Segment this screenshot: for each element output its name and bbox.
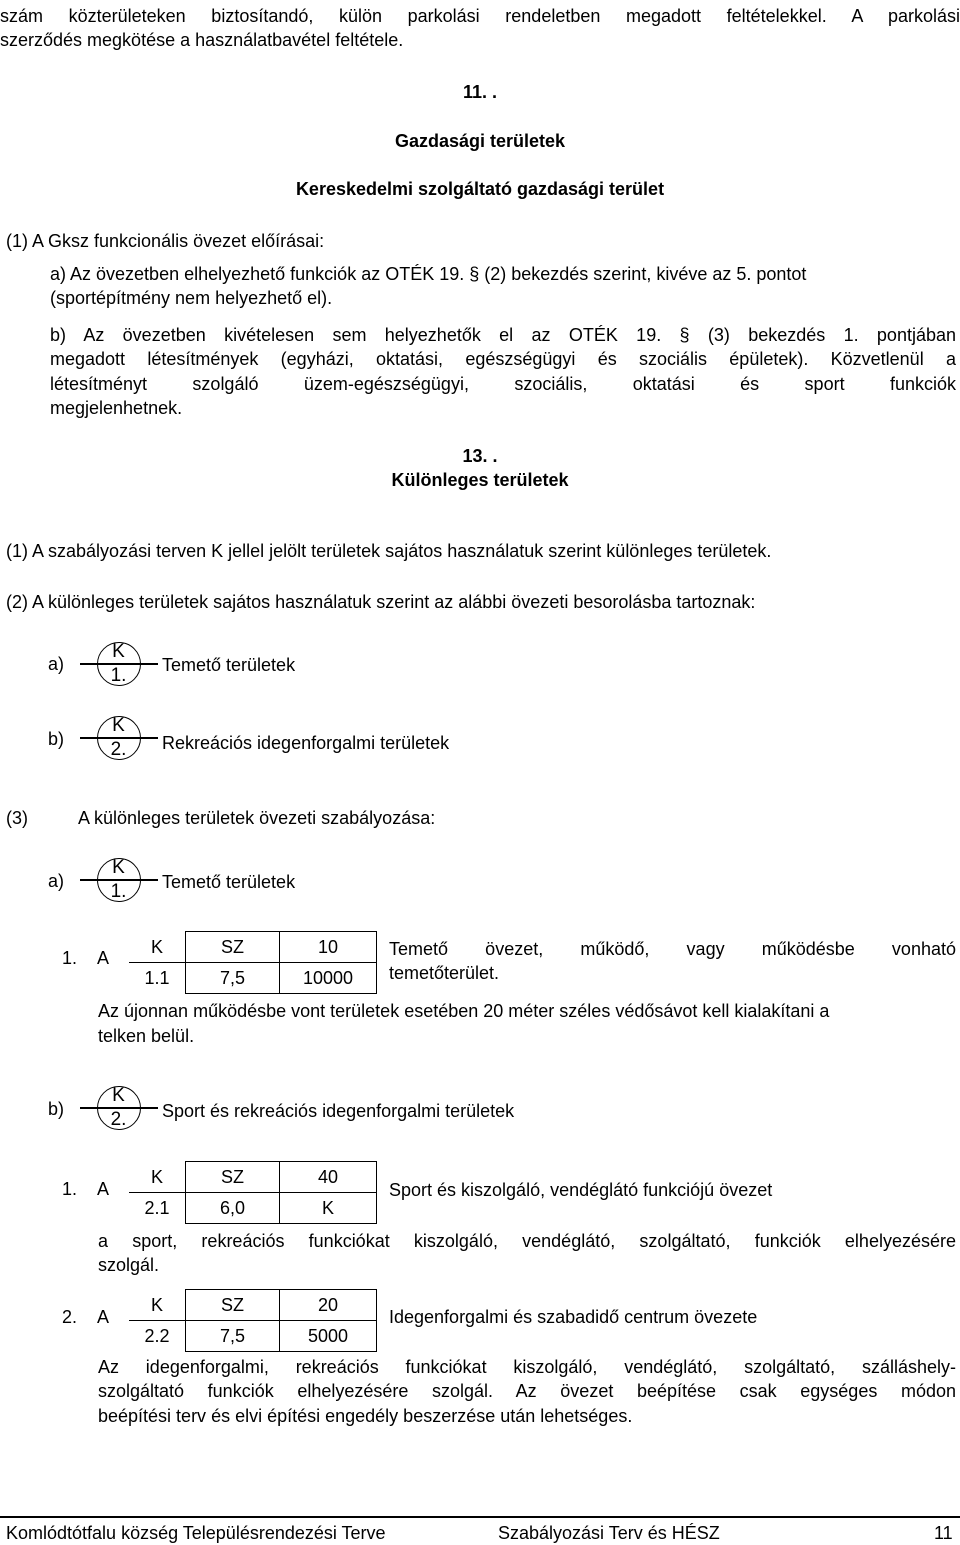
- zone-a1-note-line-2: telken belül.: [98, 1026, 195, 1046]
- zone-a1-note-line-1: Az újonnan működésbe vont területek esetében 20 méter széles védősávot kell kialakítani a: [98, 1001, 830, 1021]
- zone-cell: K: [129, 1290, 186, 1321]
- zone-cell: SZ: [186, 1290, 280, 1321]
- section-11-item-b-line-1: b) Az övezetben kivételesen sem helyezhetők el az OTÉK 19. § (3) bekezdés 1. pontjában: [50, 325, 956, 345]
- zone-symbol-top: K: [112, 715, 125, 736]
- zone-b2-note-line-3: beépítési terv és elvi építési engedély beszerzése után lehetséges.: [98, 1406, 633, 1426]
- list-b-letter: b): [48, 729, 65, 749]
- zone-b1-table: [129, 1161, 377, 1224]
- sub-b-label: Sport és rekreációs idegenforgalmi területek: [162, 1101, 515, 1121]
- zone-symbol-k2: [97, 1086, 141, 1130]
- zone-cell: 7,5: [186, 963, 280, 994]
- zone-b1-note-line-1: a sport, rekreációs funkciókat kiszolgáló, vendéglátó, szolgáltató, funkciók elhelyezésére: [98, 1231, 956, 1251]
- section-11-item-b-line-2: megadott létesítmények (egyházi, oktatási, egészségügyi és szociális épületek). Közvetlenül a: [50, 349, 956, 369]
- zone-cell: 7,5: [186, 1321, 280, 1352]
- section-11-item-b-line-3: létesítményt szolgáló üzem-egészségügyi, szociális, oktatási és sport funkciók: [50, 374, 956, 394]
- page-number: 11: [934, 1523, 953, 1543]
- footer-section-title: Szabályozási Terv és HÉSZ: [498, 1523, 720, 1543]
- zone-cell: 6,0: [186, 1193, 280, 1224]
- zone-cell: 10000: [280, 963, 377, 994]
- section-13-paragraph-3-text: A különleges területek övezeti szabályozása:: [78, 808, 436, 828]
- section-13-title: Különleges területek: [391, 470, 569, 490]
- zone-b2-number: 2.: [62, 1307, 78, 1327]
- zone-cell: 20: [280, 1290, 377, 1321]
- zone-b1-note-line-2: szolgál.: [98, 1255, 160, 1275]
- zone-b2-note-line-1: Az idegenforgalmi, rekreációs funkciókat kiszolgáló, vendéglátó, szolgáltató, szálláshely-: [98, 1357, 956, 1377]
- zone-b2-mode: A: [97, 1307, 110, 1327]
- intro-line-2: szerződés megkötése a használatbavétel feltétele.: [0, 30, 404, 50]
- zone-cell: K: [129, 932, 186, 963]
- zone-symbol-bottom: 2.: [110, 1109, 127, 1130]
- section-11-item-a-line-2: (sportépítmény nem helyezhető el).: [50, 288, 333, 308]
- zone-b1-description: Sport és kiszolgáló, vendéglátó funkciójú övezet: [389, 1180, 773, 1200]
- zone-cell: 5000: [280, 1321, 377, 1352]
- zone-cell: 10: [280, 932, 377, 963]
- section-11-paragraph-1: (1) A Gksz funkcionális övezet előírásai:: [6, 231, 325, 251]
- section-11-subtitle: Kereskedelmi szolgáltató gazdasági terület: [295, 179, 665, 199]
- section-13-paragraph-2: (2) A különleges területek sajátos használatuk szerint az alábbi övezeti besorolásba tartoznak:: [6, 592, 756, 612]
- list-a-letter: a): [48, 654, 65, 674]
- section-13-paragraph-3-number: (3): [6, 808, 28, 828]
- zone-a1-number: 1.: [62, 948, 78, 968]
- zone-symbol-top: K: [112, 641, 125, 662]
- zone-symbol-k1: [97, 858, 141, 902]
- zone-cell: 2.1: [144, 1198, 170, 1219]
- sub-a-letter: a): [48, 871, 65, 891]
- zone-cell: K: [129, 1162, 186, 1193]
- section-11-number: 11. .: [462, 82, 498, 102]
- footer-divider: [0, 1516, 960, 1518]
- zone-a1-mode: A: [97, 948, 110, 968]
- zone-a1-description-line-1: Temető övezet, működő, vagy működésbe vonható: [389, 939, 956, 959]
- zone-a1-table: [129, 931, 377, 994]
- zone-b2-table: [129, 1289, 377, 1352]
- zone-b1-mode: A: [97, 1179, 110, 1199]
- zone-a1-description-line-2: temetőterület.: [389, 963, 500, 983]
- zone-symbol-top: K: [112, 857, 125, 878]
- zone-cell: 40: [280, 1162, 377, 1193]
- zone-symbol-bottom: 1.: [110, 881, 127, 902]
- intro-line-1: szám közterületeken biztosítandó, külön parkolási rendeletben megadott feltételekkel. A parkolási: [0, 6, 960, 26]
- zone-b2-description: Idegenforgalmi és szabadidő centrum övezete: [389, 1307, 758, 1327]
- zone-cell: 1.1: [144, 968, 170, 989]
- section-13-number: 13. .: [462, 446, 498, 466]
- section-13-paragraph-1: (1) A szabályozási terven K jellel jelölt területek sajátos használatuk szerint különleges területek.: [6, 541, 772, 561]
- zone-cell: SZ: [186, 1162, 280, 1193]
- list-b-label: Rekreációs idegenforgalmi területek: [162, 733, 450, 753]
- zone-symbol-bottom: 1.: [110, 665, 127, 686]
- sub-a-label: Temető területek: [162, 872, 296, 892]
- zone-symbol-bottom: 2.: [110, 739, 127, 760]
- sub-b-letter: b): [48, 1099, 65, 1119]
- zone-b2-note-line-2: szolgáltató funkciók elhelyezésére szolgál. Az övezet beépítése csak egységes módon: [98, 1381, 956, 1401]
- zone-cell: SZ: [186, 932, 280, 963]
- zone-symbol-k1: [97, 642, 141, 686]
- zone-symbol-k2: [97, 716, 141, 760]
- zone-cell: 2.2: [144, 1326, 170, 1347]
- section-11-item-b-line-4: megjelenhetnek.: [50, 398, 183, 418]
- zone-b1-number: 1.: [62, 1179, 78, 1199]
- section-11-item-a-line-1: a) Az övezetben elhelyezhető funkciók az OTÉK 19. § (2) bekezdés szerint, kivéve az 5. pontot: [50, 264, 807, 284]
- list-a-label: Temető területek: [162, 655, 296, 675]
- zone-cell: K: [280, 1193, 377, 1224]
- footer-document-title: Komlódtótfalu község Településrendezési Terve: [6, 1523, 386, 1543]
- zone-symbol-top: K: [112, 1085, 125, 1106]
- section-11-title: Gazdasági területek: [394, 131, 566, 151]
